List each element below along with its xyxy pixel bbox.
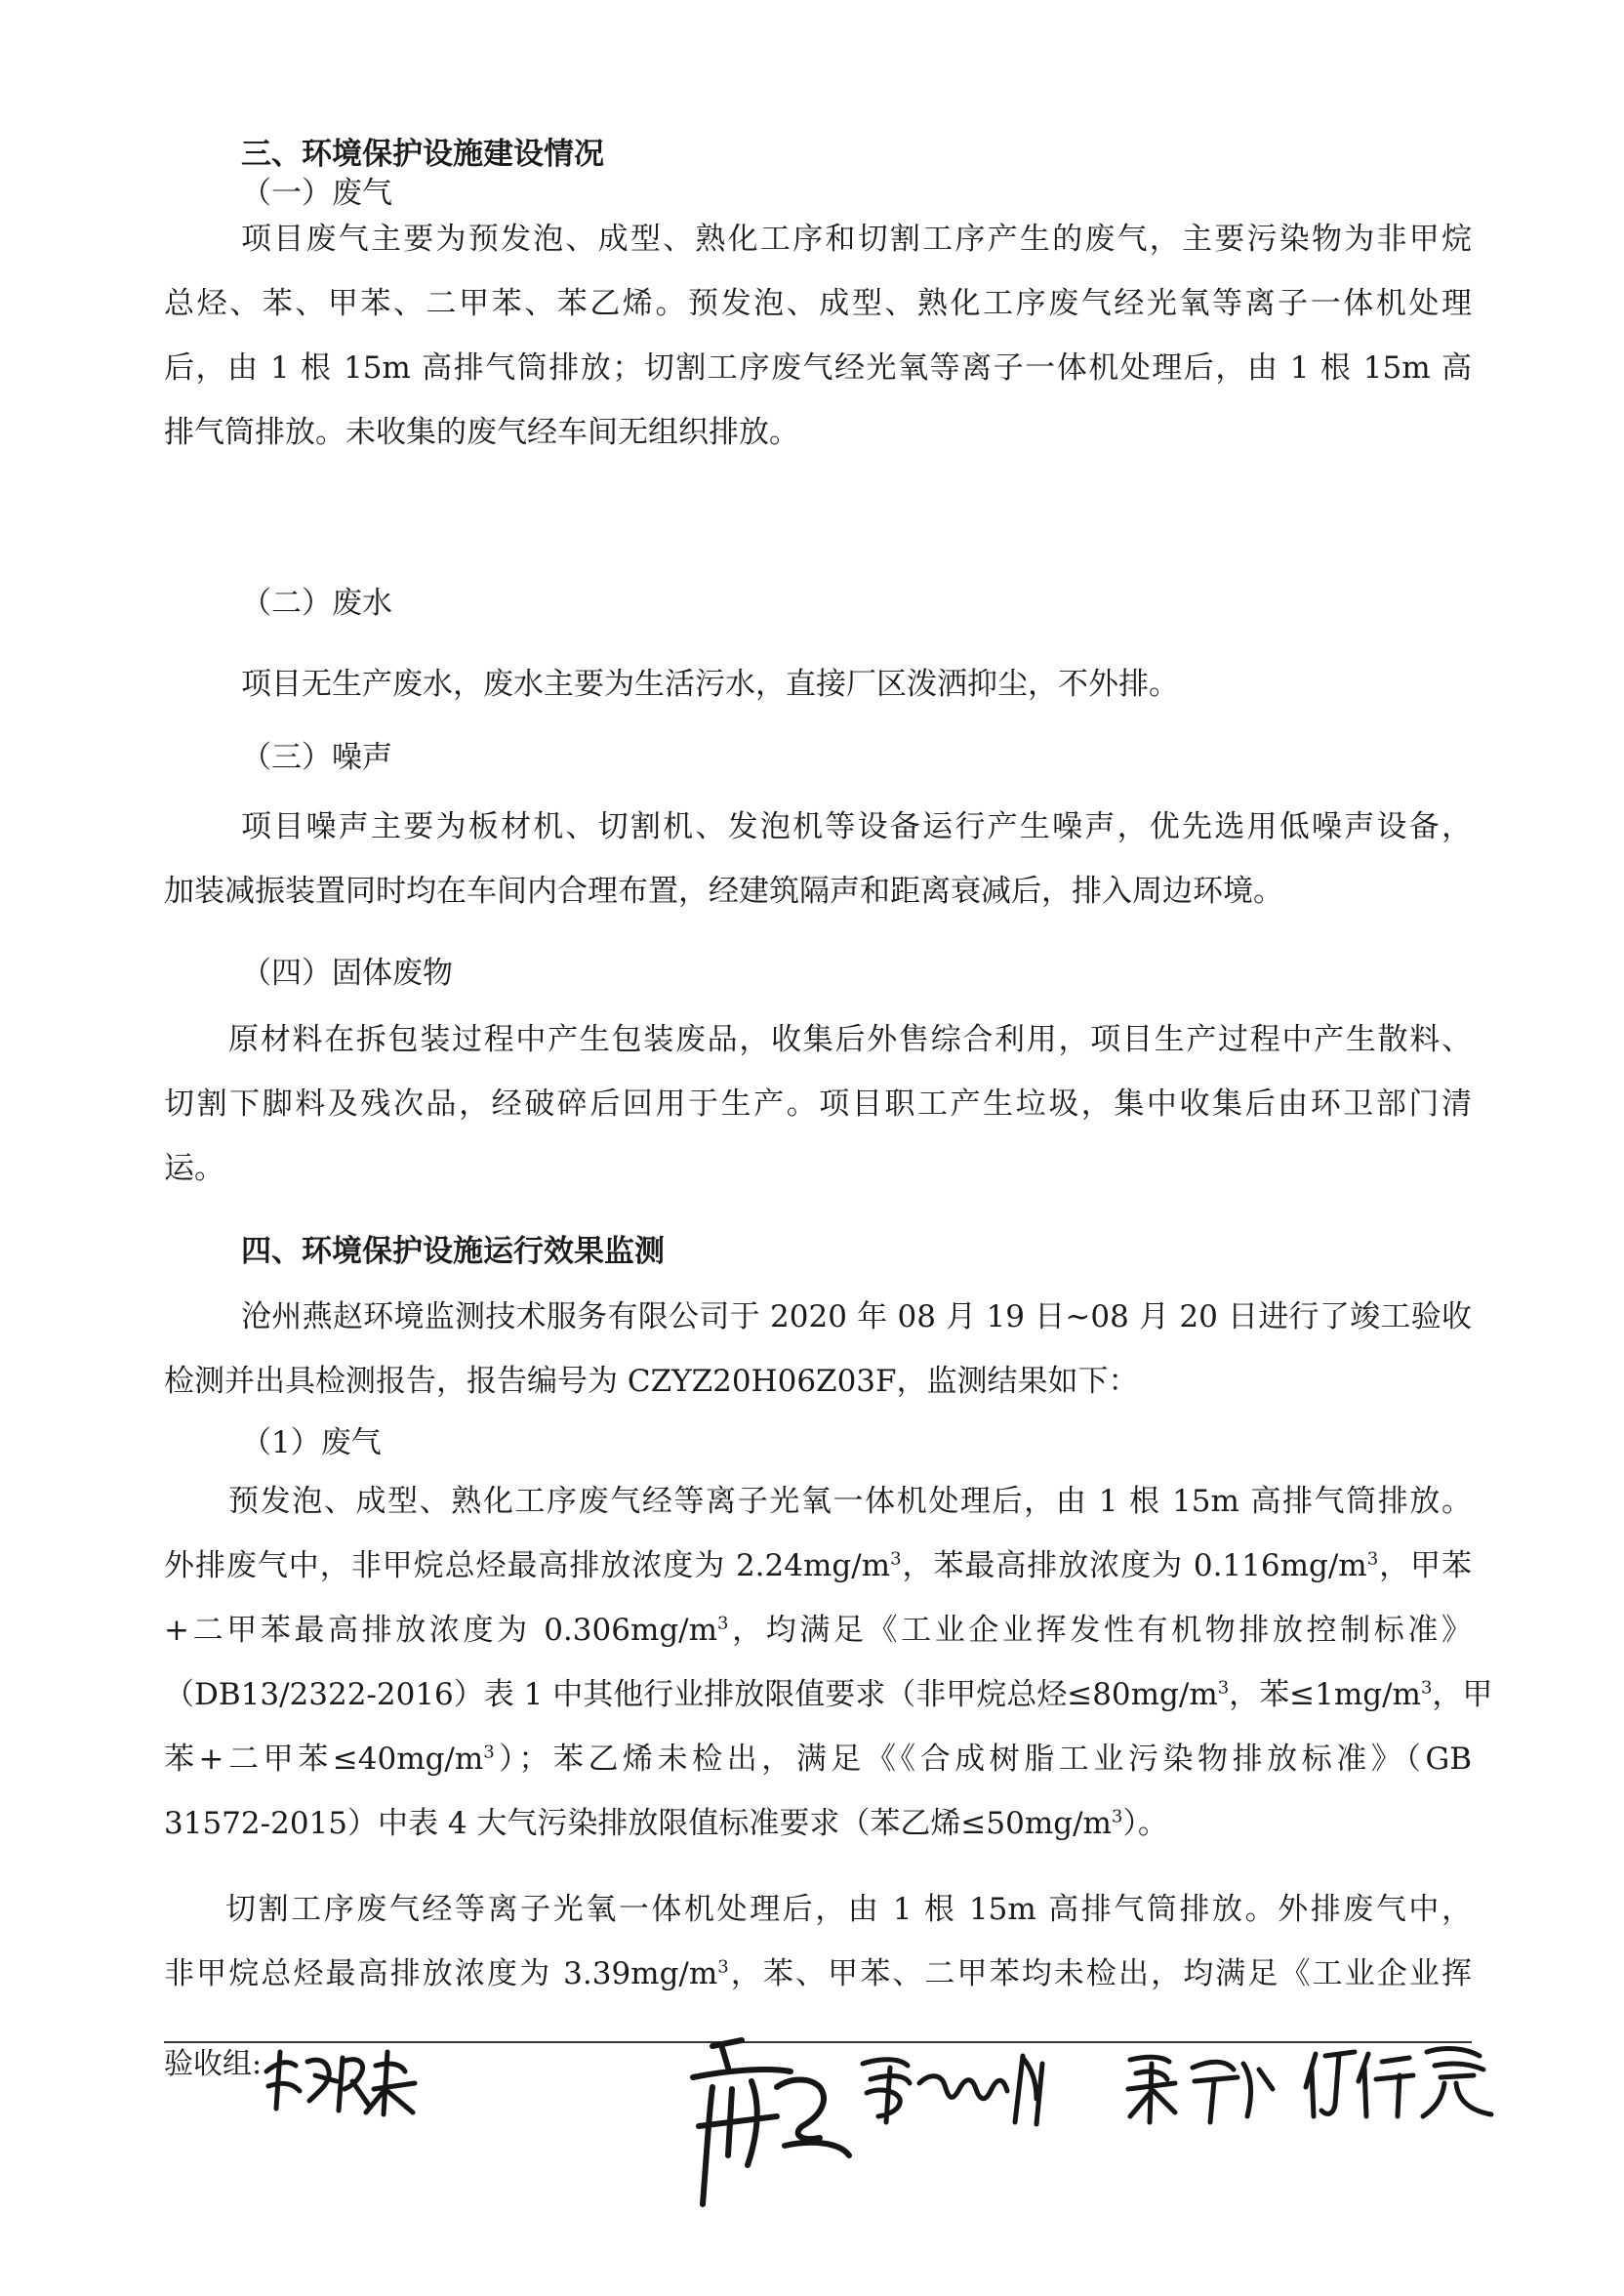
- signature-2: [683, 2019, 859, 2214]
- section4-title: 四、环境保护设施运行效果监测: [241, 1234, 665, 1269]
- solid-waste-paragraph: [164, 1007, 1472, 1201]
- p1-line-3: +二甲苯最高排放浓度为 $0.306mg/m^3$，均满足《工业企业挥发性有机物排放控制标准》: [164, 1613, 1472, 1648]
- noise-subtitle: （三）噪声: [241, 740, 392, 775]
- p1-line-1: 预发泡、成型、熟化工序废气经等离子光氧一体机处理后，由 1 根 15m 高排气筒排放。: [228, 1484, 1472, 1519]
- waste-gas-line-2: 总烃、苯、甲苯、二甲苯、苯乙烯。预发泡、成型、熟化工序废气经光氧等离子一体机处理: [164, 286, 1472, 321]
- section3-title: 三、环境保护设施建设情况: [241, 137, 604, 172]
- signature-4: [1116, 2042, 1282, 2130]
- noise-paragraph: [164, 795, 1472, 923]
- intro-line-1: 沧州燕赵环境监测技术服务有限公司于 2020 年 08 月 19 日~08 月 20 日进行了竣工验收: [241, 1299, 1472, 1334]
- p1-line-6: 31572-2015）中表 4 大气污染排放限值标准要求（苯乙烯$\le 50mg/m^3$）。: [164, 1806, 1168, 1841]
- solid-waste-line-3: 运。: [164, 1151, 224, 1186]
- noise-line-1: 项目噪声主要为板材机、切割机、发泡机等设备运行产生噪声，优先选用低噪声设备，: [241, 809, 1472, 844]
- signature-1: [259, 2032, 425, 2120]
- waste-gas-line-3: 后，由 1 根 15m 高排气筒排放；切割工序废气经光氧等离子一体机处理后，由 1 根 15m 高: [164, 350, 1472, 386]
- waste-gas-line-4: 排气筒排放。未收集的废气经车间无组织排放。: [164, 415, 799, 450]
- monitoring-gas-subtitle: （1）废气: [241, 1425, 382, 1460]
- intro-line-2: 检测并出具检测报告，报告编号为 CZYZ20H06Z03F，监测结果如下：: [164, 1364, 1139, 1399]
- acceptance-group-label: 验收组:: [164, 2047, 263, 2081]
- p2-line-2: 非甲烷总烃最高排放浓度为 $3.39mg/m^3$，苯、甲苯、二甲苯均未检出，均满足《工业企业挥: [164, 1956, 1472, 1991]
- p1-line-2: 外排废气中，非甲烷总烃最高排放浓度为 $2.24mg/m^3$，苯最高排放浓度为 $0.116mg/m^3$，甲苯: [164, 1548, 1472, 1583]
- p2-line-1: 切割工序废气经等离子光氧一体机处理后，由 1 根 15m 高排气筒排放。外排废气中，: [225, 1892, 1472, 1927]
- solid-waste-subtitle: （四）固体废物: [241, 956, 453, 991]
- waste-water-paragraph: [164, 652, 1472, 717]
- noise-line-2: 加装减振装置同时均在车间内合理布置，经建筑隔声和距离衰减后，排入周边环境。: [164, 874, 1283, 909]
- waste-water-subtitle: （二）废水: [241, 586, 392, 621]
- section4-intro: [164, 1285, 1472, 1414]
- waste-water-line-1: 项目无生产废水，废水主要为生活污水，直接厂区泼洒抑尘，不外排。: [241, 667, 1179, 702]
- signature-5: [1298, 2036, 1532, 2124]
- signature-3: [851, 2044, 1085, 2132]
- p1-line-5: 苯+二甲苯$\le 40mg/m^3$）；苯乙烯未检出，满足《《合成树脂工业污染物排放标准》（GB: [164, 1742, 1472, 1777]
- waste-gas-paragraph: [164, 207, 1472, 465]
- waste-gas-line-1: 项目废气主要为预发泡、成型、熟化工序和切割工序产生的废气，主要污染物为非甲烷: [241, 222, 1472, 257]
- waste-gas-subtitle: （一）废气: [241, 176, 392, 211]
- solid-waste-line-1: 原材料在拆包装过程中产生包装废品，收集后外售综合利用，项目生产过程中产生散料、: [228, 1022, 1472, 1057]
- monitoring-gas-paragraph-2: [164, 1877, 1472, 2006]
- monitoring-gas-paragraph-1: [164, 1469, 1493, 1856]
- p1-line-4: （DB13/2322-2016）表 1 中其他行业排放限值要求（非甲烷总烃$\le 80mg/m^3$，苯$\le 1mg/m^3$，甲: [164, 1677, 1493, 1712]
- solid-waste-line-2: 切割下脚料及残次品，经破碎后回用于生产。项目职工产生垃圾，集中收集后由环卫部门清: [164, 1086, 1472, 1122]
